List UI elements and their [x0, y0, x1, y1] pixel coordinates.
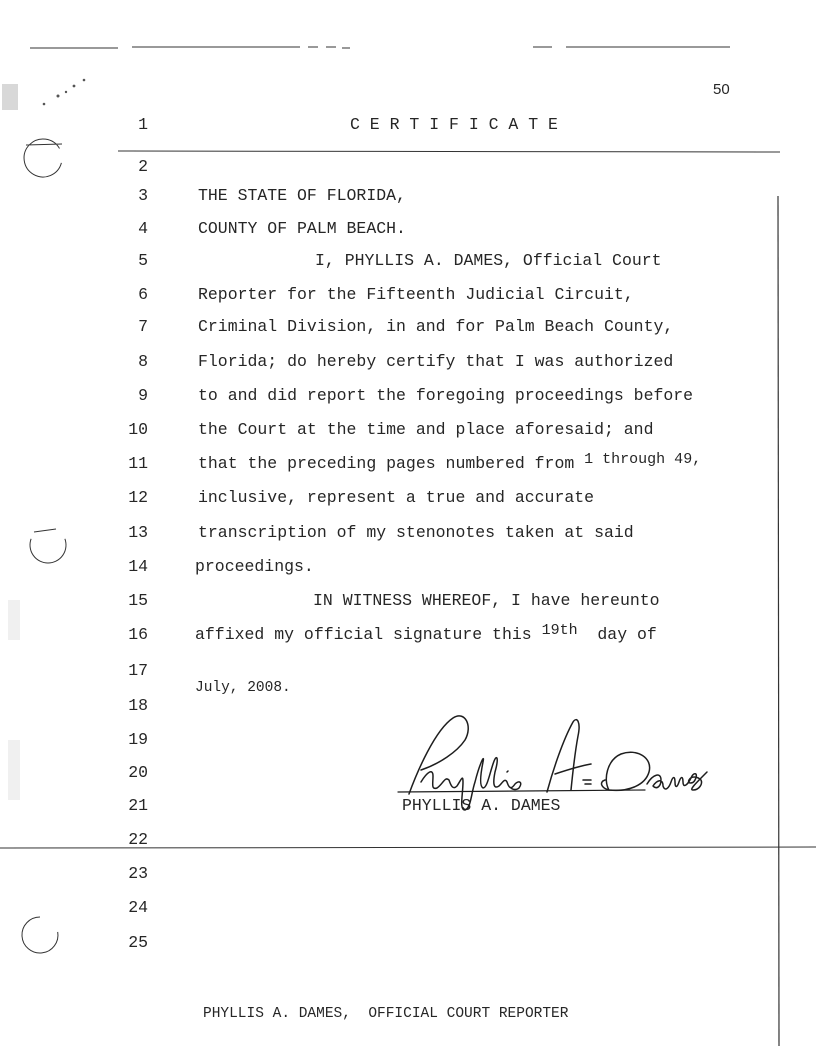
transcript-line: I, PHYLLIS A. DAMES, Official Court — [315, 251, 662, 270]
transcript-row — [0, 557, 816, 577]
transcript-row — [0, 933, 816, 953]
signature-underline — [398, 790, 645, 792]
transcript-row — [0, 622, 816, 645]
line-number: 20 — [128, 763, 148, 782]
transcript-line: Criminal Division, in and for Palm Beach County, — [198, 317, 674, 336]
scan-speck — [65, 91, 67, 93]
line-number: 1 — [138, 115, 148, 134]
transcript-row — [0, 591, 816, 611]
transcript-line: THE STATE OF FLORIDA, — [198, 186, 406, 205]
top-rule — [30, 47, 730, 48]
signature-stroke — [547, 720, 591, 792]
transcript-line — [198, 451, 702, 475]
transcript-line: IN WITNESS WHEREOF, I have hereunto — [313, 591, 660, 610]
transcript-line: transcription of my stenonotes taken at said — [198, 523, 634, 542]
line-number: 15 — [128, 591, 148, 610]
signature-stroke — [647, 772, 707, 790]
transcript-line: inclusive, represent a true and accurate — [198, 488, 595, 507]
transcript-row — [0, 488, 816, 508]
line-number: 21 — [128, 796, 148, 815]
page-number: 50 — [713, 81, 730, 98]
line-number: 19 — [128, 730, 148, 749]
line-number: 12 — [128, 488, 148, 507]
line-number: 18 — [128, 696, 148, 715]
transcript-row — [0, 317, 816, 337]
line-number: 13 — [128, 523, 148, 542]
certificate-heading: C E R T I F I C A T E — [350, 115, 558, 134]
header-rule — [118, 151, 780, 152]
transcript-row — [0, 898, 816, 918]
line-number: 22 — [128, 830, 148, 849]
transcript-text: day of — [597, 625, 657, 644]
line-number: 8 — [138, 352, 148, 371]
transcript-row — [0, 661, 816, 681]
line-number: 2 — [138, 157, 148, 176]
signature-date: July, 2008. — [195, 680, 291, 696]
line-number: 16 — [128, 625, 148, 644]
line-number: 3 — [138, 186, 148, 205]
reporter-footer: PHYLLIS A. DAMES, OFFICIAL COURT REPORTER — [203, 1006, 569, 1022]
transcript-row — [0, 115, 816, 135]
scan-speck — [73, 85, 76, 88]
transcript-row — [0, 451, 816, 474]
line-number: 11 — [128, 454, 148, 473]
scan-speck — [57, 95, 60, 98]
signature-stroke — [507, 771, 508, 772]
line-number: 25 — [128, 933, 148, 952]
transcript-row — [0, 285, 816, 305]
line-number: 10 — [128, 420, 148, 439]
transcript-line: Reporter for the Fifteenth Judicial Circuit, — [198, 285, 634, 304]
transcript-line: to and did report the foregoing proceedings before — [198, 386, 694, 405]
transcript-row — [0, 157, 816, 177]
transcript-row — [0, 830, 816, 850]
scan-speck — [43, 103, 46, 106]
line-number: 14 — [128, 557, 148, 576]
transcript-line: Florida; do hereby certify that I was authorized — [198, 352, 674, 371]
transcript-line: the Court at the time and place aforesaid; and — [198, 420, 654, 439]
signature-stroke — [583, 780, 591, 784]
signature-stroke — [602, 752, 650, 790]
line-number: 6 — [138, 285, 148, 304]
printed-name: PHYLLIS A. DAMES — [402, 796, 561, 815]
page-range: 1 through 49, — [584, 451, 702, 468]
transcript-text: affixed my official signature this — [195, 625, 532, 644]
line-number: 4 — [138, 219, 148, 238]
transcript-row — [0, 386, 816, 406]
signature-stroke — [421, 758, 521, 810]
transcript-row — [0, 420, 816, 440]
transcript-line — [195, 622, 657, 646]
line-number: 7 — [138, 317, 148, 336]
signature — [395, 710, 715, 820]
transcript-row — [0, 523, 816, 543]
signature-day: 19th — [541, 622, 578, 639]
transcript-line: proceedings. — [195, 557, 314, 576]
line-number: 24 — [128, 898, 148, 917]
line-number: 5 — [138, 251, 148, 270]
transcript-row — [0, 219, 816, 239]
transcript-row — [0, 352, 816, 372]
line-number: 9 — [138, 386, 148, 405]
line-number: 23 — [128, 864, 148, 883]
transcript-row — [0, 864, 816, 884]
scan-speck — [83, 79, 86, 82]
line-number: 17 — [128, 661, 148, 680]
scan-edge-artifact — [2, 84, 18, 110]
transcript-row — [0, 186, 816, 206]
transcript-text: that the preceding pages numbered from — [198, 454, 575, 473]
transcript-row — [0, 251, 816, 271]
transcript-line: COUNTY OF PALM BEACH. — [198, 219, 406, 238]
